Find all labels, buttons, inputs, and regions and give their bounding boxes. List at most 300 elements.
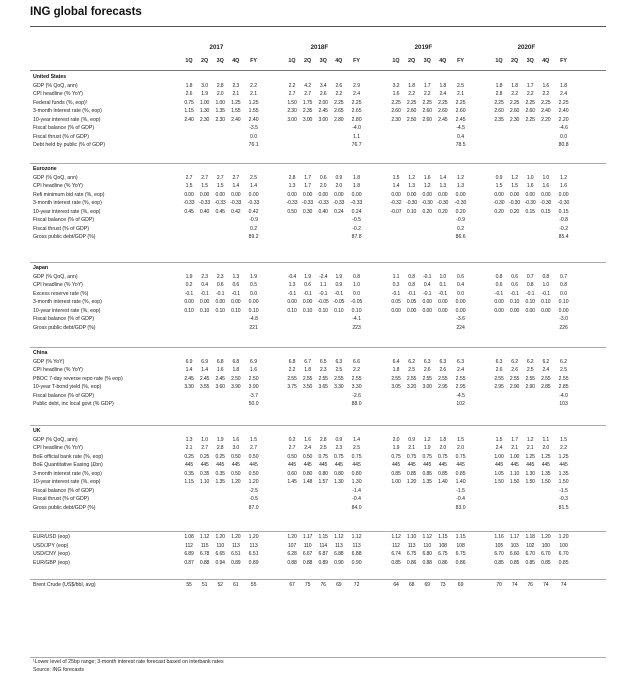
table-cell: 2.20 <box>558 116 569 123</box>
table-cell: 2.1 <box>457 91 465 97</box>
table-cell: 0.85 <box>438 470 448 477</box>
table-cell: 2.90 <box>525 384 535 390</box>
table-cell: 1.2 <box>457 174 465 181</box>
table-cell: 1.9 <box>304 273 311 280</box>
table-cell: 1.8 <box>408 82 415 89</box>
table-cell: 0.4 <box>423 282 431 288</box>
table-cell: 1.20 <box>248 479 259 485</box>
table-cell: 1.9 <box>201 91 208 97</box>
table-cell: 0.10 <box>215 307 225 314</box>
table-cell: 6.6 <box>353 358 361 365</box>
table-cell: 0.87 <box>184 559 194 566</box>
table-cell: 0.7 <box>560 273 568 280</box>
table-cell: 2.60 <box>438 108 448 114</box>
table-cell: 2.40 <box>558 108 569 114</box>
table-cell: -1.4 <box>352 487 361 494</box>
table-cell: 113 <box>249 542 258 549</box>
table-cell: 2.60 <box>525 108 535 114</box>
table-cell: 6.60 <box>509 551 520 557</box>
table-cell: 1.55 <box>231 108 241 114</box>
table-cell: 6.87 <box>318 551 328 557</box>
table-cell: -2.4 <box>319 273 328 280</box>
table-cell: 2.25 <box>391 99 401 106</box>
table-cell: 0.8 <box>542 273 550 280</box>
table-cell: -0.1 <box>319 290 328 297</box>
table-cell: 0.1 <box>439 282 447 288</box>
table-cell: 0.00 <box>494 299 504 305</box>
table-cell: 0.00 <box>422 307 432 314</box>
table-cell: 2.25 <box>406 99 417 106</box>
table-cell: 6.67 <box>302 551 313 557</box>
table-cell: 1.2 <box>423 436 431 443</box>
table-cell: 0.42 <box>248 208 259 215</box>
table-cell: 0.2 <box>457 225 465 232</box>
table-cell: 3.00 <box>422 384 432 390</box>
table-cell: 2.5 <box>353 445 361 451</box>
table-cell: 1.8 <box>439 436 447 443</box>
quarter-header: 1Q <box>185 58 193 64</box>
table-cell: 0.25 <box>184 453 194 460</box>
table-cell: 2.6 <box>319 91 327 97</box>
table-cell: 2.35 <box>494 116 504 123</box>
table-cell: 2.4 <box>542 367 550 373</box>
table-cell: -0.1 <box>526 290 535 297</box>
table-cell: 69 <box>424 582 430 588</box>
table-cell: 1.2 <box>423 183 431 189</box>
table-cell: -0.33 <box>333 200 345 206</box>
table-cell: 0.0 <box>457 290 465 297</box>
section-heading: China <box>33 350 48 356</box>
table-cell: 445 <box>319 462 328 468</box>
table-cell: 1.5 <box>392 174 400 181</box>
table-cell: 2.1 <box>232 91 240 97</box>
table-cell: 0.6 <box>319 174 327 181</box>
row-label: USD/JPY (eop) <box>33 542 69 549</box>
table-cell: 80.8 <box>558 142 569 148</box>
table-cell: 2.55 <box>287 375 297 382</box>
table-cell: 1.25 <box>231 99 241 106</box>
table-cell: 2.55 <box>541 375 551 382</box>
table-cell: 1.08 <box>184 534 194 540</box>
table-cell: 0.6 <box>457 273 465 280</box>
table-cell: 0.50 <box>248 470 259 477</box>
table-cell: 2.55 <box>391 375 401 382</box>
table-cell: 0.25 <box>199 453 210 460</box>
table-cell: 0.00 <box>248 191 259 198</box>
table-cell: 0.10 <box>334 307 344 314</box>
table-cell: 0.9 <box>408 436 415 443</box>
table-cell: 1.0 <box>201 436 208 443</box>
table-cell: 0.50 <box>248 453 259 460</box>
table-cell: 0.00 <box>215 299 225 305</box>
row-label: CPI headline (% YoY) <box>33 445 83 451</box>
table-cell: 2.40 <box>248 116 259 123</box>
table-cell: 1.25 <box>558 453 569 460</box>
table-cell: 6.88 <box>351 551 362 557</box>
table-cell: 2.6 <box>335 82 343 89</box>
table-cell: -3.6 <box>456 316 465 322</box>
table-cell: 0.20 <box>455 208 466 215</box>
table-cell: 6.2 <box>542 358 550 365</box>
table-cell: 1.0 <box>353 282 361 288</box>
table-cell: 2.45 <box>438 116 448 123</box>
table-cell: 2.7 <box>201 174 208 181</box>
row-label: 10-year interest rate (%, eop) <box>33 116 101 123</box>
table-cell: 2.9 <box>353 82 361 89</box>
table-cell: 0.00 <box>215 191 225 198</box>
table-cell: 2.35 <box>302 108 313 114</box>
table-cell: 2.3 <box>201 273 208 280</box>
table-cell: 2.55 <box>351 375 362 382</box>
table-cell: 61 <box>233 582 239 588</box>
table-cell: 1.57 <box>318 479 328 485</box>
table-cell: 0.00 <box>184 299 194 305</box>
table-cell: 6.70 <box>494 551 504 557</box>
table-cell: 0.50 <box>287 208 297 215</box>
table-cell: 6.8 <box>288 358 296 365</box>
row-label: Fiscal thrust (% of GDP) <box>33 496 89 502</box>
table-cell: -0.4 <box>287 273 297 280</box>
table-cell: -0.30 <box>509 200 521 206</box>
table-cell: 1.6 <box>542 82 550 89</box>
table-cell: 0.6 <box>511 282 518 288</box>
table-cell: -0.30 <box>540 200 552 206</box>
quarter-header: 2Q <box>200 58 209 64</box>
table-cell: 3.00 <box>302 116 313 123</box>
table-cell: 0.35 <box>215 470 225 477</box>
table-cell: 0.85 <box>391 470 401 477</box>
row-label: CPI headline (% YoY) <box>33 282 83 288</box>
table-cell: -0.3 <box>559 496 568 502</box>
table-cell: 6.75 <box>406 551 417 557</box>
row-label: GDP (% QoQ, ann) <box>33 174 78 181</box>
table-cell: 113 <box>231 542 240 549</box>
table-cell: 1.2 <box>408 174 415 181</box>
table-cell: 0.85 <box>455 470 466 477</box>
table-cell: 3.75 <box>287 384 297 390</box>
table-cell: 2.0 <box>216 91 224 97</box>
table-cell: 6.78 <box>199 551 210 557</box>
table-cell: 2.40 <box>541 108 551 114</box>
table-cell: 0.86 <box>406 559 417 566</box>
table-cell: 0.6 <box>216 282 224 288</box>
table-cell: 0.00 <box>525 191 535 198</box>
quarter-header: 3Q <box>423 58 431 64</box>
table-cell: 6.3 <box>439 358 447 365</box>
table-cell: 2.7 <box>288 445 296 451</box>
table-cell: 113 <box>352 542 361 549</box>
table-cell: 1.50 <box>494 479 504 485</box>
table-cell: 445 <box>423 462 432 468</box>
table-cell: 445 <box>200 462 209 468</box>
table-cell: -1.5 <box>559 487 568 494</box>
table-cell: -0.30 <box>421 200 433 206</box>
table-cell: 0.00 <box>334 191 344 198</box>
table-cell: 6.3 <box>423 358 431 365</box>
table-cell: 1.7 <box>304 174 311 181</box>
quarter-header: 4Q <box>335 58 343 64</box>
table-cell: 6.80 <box>422 551 432 557</box>
table-cell: 1.35 <box>558 470 569 477</box>
table-cell: 445 <box>541 462 550 468</box>
quarter-header: 1Q <box>288 58 296 64</box>
table-cell: 1.6 <box>423 174 431 181</box>
table-cell: 1.6 <box>392 91 400 97</box>
table-cell: 2.45 <box>215 375 225 382</box>
table-cell: -0.33 <box>247 200 260 206</box>
table-cell: 2.55 <box>318 375 328 382</box>
table-cell: 2.2 <box>288 367 296 373</box>
table-cell: 0.24 <box>334 208 344 215</box>
table-cell: 1.20 <box>406 479 417 485</box>
table-cell: 1.2 <box>511 174 518 181</box>
table-cell: 3.0 <box>201 82 208 89</box>
year-header: 2020F <box>517 44 536 51</box>
table-cell: 1.5 <box>495 436 503 443</box>
table-cell: 2.0 <box>335 183 343 189</box>
table-cell: 1.4 <box>392 183 400 189</box>
table-cell: 6.9 <box>185 358 193 365</box>
table-cell: 6.7 <box>304 358 311 365</box>
table-cell: 2.65 <box>334 108 344 114</box>
table-cell: -0.32 <box>390 200 402 206</box>
table-cell: 2.4 <box>439 91 447 97</box>
table-cell: 74 <box>543 582 549 588</box>
table-cell: 2.20 <box>541 116 551 123</box>
table-cell: 0.20 <box>422 208 432 215</box>
table-cell: 0.00 <box>406 307 417 314</box>
table-cell: 2.6 <box>185 91 193 97</box>
table-cell: 1.35 <box>215 108 225 114</box>
row-label: 10-year interest rate (%, eop) <box>33 479 101 485</box>
table-cell: 102 <box>526 542 535 549</box>
row-label: Federal funds (%, eop)¹ <box>33 99 88 106</box>
table-cell: 2.8 <box>216 445 224 451</box>
table-cell: 0.10 <box>509 299 520 305</box>
table-cell: 0.89 <box>248 559 259 566</box>
table-cell: -3.5 <box>249 125 258 131</box>
table-cell: 445 <box>438 462 447 468</box>
table-cell: 1.00 <box>509 453 520 460</box>
table-cell: 1.0 <box>542 174 550 181</box>
table-cell: 0.90 <box>351 559 362 566</box>
table-cell: 0.88 <box>199 559 210 566</box>
table-cell: -0.30 <box>524 200 536 206</box>
table-cell: 2.2 <box>526 91 534 97</box>
row-label: Gross public debt/GDP (%) <box>33 234 96 240</box>
table-cell: 1.6 <box>216 367 224 373</box>
table-cell: 1.35 <box>422 479 432 485</box>
table-cell: 89.2 <box>248 234 259 240</box>
table-cell: 0.00 <box>391 307 401 314</box>
table-cell: 0.6 <box>232 282 240 288</box>
table-cell: 0.88 <box>422 559 432 566</box>
row-label: Fiscal thrust (% of GDP) <box>33 133 89 140</box>
table-cell: 2.45 <box>184 375 194 382</box>
table-cell: 1.1 <box>353 133 361 140</box>
table-cell: 0.45 <box>215 208 225 215</box>
table-cell: 0.94 <box>215 559 225 566</box>
table-cell: 0.88 <box>287 559 297 566</box>
table-cell: 3.4 <box>319 82 327 89</box>
table-cell: 74 <box>560 582 567 588</box>
table-cell: 64 <box>393 582 399 588</box>
table-cell: 1.8 <box>232 367 240 373</box>
table-cell: 2.3 <box>335 445 343 451</box>
table-cell: 1.4 <box>185 367 193 373</box>
table-cell: -0.9 <box>456 217 465 223</box>
table-cell: 88.0 <box>351 401 362 407</box>
table-cell: 0.00 <box>248 299 259 305</box>
table-cell: 2.85 <box>541 384 551 390</box>
table-cell: 3.30 <box>334 384 344 390</box>
table-cell: 2.4 <box>304 445 311 451</box>
table-cell: 6.8 <box>232 358 240 365</box>
quarter-header: 1Q <box>495 58 503 64</box>
table-cell: 0.75 <box>351 453 362 460</box>
table-cell: 0.00 <box>302 299 313 305</box>
table-cell: 2.30 <box>215 116 225 123</box>
table-cell: 2.2 <box>250 82 258 89</box>
table-cell: 1.6 <box>232 436 240 443</box>
table-cell: 0.50 <box>287 453 297 460</box>
table-cell: 0.40 <box>318 208 328 215</box>
table-cell: 6.88 <box>334 551 344 557</box>
table-cell: 1.8 <box>304 367 311 373</box>
table-cell: 0.85 <box>558 559 569 566</box>
table-cell: 0.86 <box>455 559 466 566</box>
quarter-header: 3Q <box>319 58 327 64</box>
table-cell: 2.25 <box>525 116 535 123</box>
table-cell: 0.75 <box>422 453 432 460</box>
table-cell: 1.15 <box>184 108 194 114</box>
table-cell: 0.35 <box>184 470 194 477</box>
table-cell: 100 <box>559 542 568 549</box>
table-cell: 2.7 <box>304 91 311 97</box>
table-cell: 1.6 <box>526 183 534 189</box>
table-cell: 1.5 <box>201 183 208 189</box>
table-cell: -0.1 <box>334 290 343 297</box>
quarter-header: 4Q <box>542 58 550 64</box>
table-cell: 0.86 <box>438 559 448 566</box>
row-label: Refi minimum bid rate (%, eop) <box>33 191 105 198</box>
table-cell: 6.70 <box>525 551 535 557</box>
table-cell: 2.8 <box>319 436 327 443</box>
table-cell: -0.1 <box>216 290 225 297</box>
table-cell: 2.1 <box>185 445 193 451</box>
table-cell: 1.3 <box>232 273 240 280</box>
table-cell: 0.50 <box>231 453 241 460</box>
bottom-rule <box>30 657 606 658</box>
table-cell: 0.30 <box>302 208 313 215</box>
table-cell: 2.1 <box>526 445 534 451</box>
table-cell: 112 <box>185 542 193 549</box>
table-cell: -0.1 <box>184 290 194 297</box>
table-cell: 2.2 <box>560 445 568 451</box>
table-cell: 3.50 <box>302 384 313 390</box>
table-cell: 1.6 <box>304 436 311 443</box>
table-cell: 1.5 <box>457 436 465 443</box>
table-cell: 1.10 <box>199 479 210 485</box>
table-cell: 2.1 <box>511 445 518 451</box>
table-cell: 84.0 <box>351 504 362 511</box>
table-cell: 110 <box>423 542 432 549</box>
table-cell: -3.7 <box>249 392 258 399</box>
table-cell: 2.55 <box>422 375 432 382</box>
table-cell: 6.8 <box>216 358 224 365</box>
table-cell: 2.25 <box>509 99 520 106</box>
table-cell: 1.50 <box>541 479 551 485</box>
table-cell: 0.05 <box>391 299 401 305</box>
table-cell: 1.9 <box>216 436 224 443</box>
table-cell: 2.30 <box>287 108 297 114</box>
table-cell: 70 <box>496 582 502 588</box>
table-cell: -0.1 <box>200 290 209 297</box>
table-cell: -0.1 <box>423 273 432 280</box>
table-cell: 0.10 <box>302 307 313 314</box>
table-cell: -0.33 <box>230 200 242 206</box>
table-cell: 2.90 <box>509 384 520 390</box>
table-cell: 1.2 <box>526 436 534 443</box>
table-cell: 1.4 <box>250 183 258 189</box>
table-cell: 2.30 <box>391 116 401 123</box>
table-cell: 113 <box>407 542 416 549</box>
table-cell: 1.6 <box>560 183 568 189</box>
table-cell: 1.9 <box>392 445 400 451</box>
table-cell: -0.30 <box>454 200 467 206</box>
table-cell: 76.1 <box>248 142 259 148</box>
table-cell: 0.89 <box>231 559 241 566</box>
quarter-header: 2Q <box>407 58 416 64</box>
page-title: ING global forecasts <box>30 6 142 18</box>
table-cell: 1.8 <box>511 82 518 89</box>
table-cell: 0.10 <box>199 307 210 314</box>
table-cell: 2.7 <box>288 91 296 97</box>
table-cell: 0.00 <box>199 299 210 305</box>
table-cell: 0.45 <box>184 208 194 215</box>
table-cell: 445 <box>510 462 519 468</box>
table-cell: 2.60 <box>509 108 520 114</box>
table-cell: -0.5 <box>352 217 361 223</box>
table-cell: 2.7 <box>232 174 240 181</box>
table-cell: 2.8 <box>216 82 224 89</box>
section-rule <box>30 347 606 348</box>
table-cell: 2.2 <box>288 82 296 89</box>
table-cell: 0.00 <box>541 307 551 314</box>
table-cell: 1.30 <box>334 479 344 485</box>
table-cell: 87.0 <box>248 504 259 511</box>
table-cell: 87.8 <box>351 234 362 240</box>
table-cell: 0.00 <box>231 191 241 198</box>
table-cell: 0.2 <box>250 225 258 232</box>
table-cell: 2.65 <box>351 108 362 114</box>
table-cell: 2.2 <box>511 91 518 97</box>
table-cell: 2.45 <box>455 116 466 123</box>
table-cell: 1.20 <box>231 534 241 540</box>
table-cell: 2.60 <box>422 116 432 123</box>
header-rule <box>30 70 606 71</box>
table-cell: 1.5 <box>560 436 568 443</box>
table-cell: 2.2 <box>335 91 343 97</box>
quarter-header: 1Q <box>392 58 400 64</box>
section-rule <box>30 531 606 532</box>
table-cell: 445 <box>231 462 240 468</box>
table-cell: 1.4 <box>201 367 208 373</box>
table-cell: 6.4 <box>392 358 400 365</box>
table-cell: 0.00 <box>406 191 417 198</box>
quarter-header: FY <box>250 58 258 64</box>
table-cell: -0.1 <box>438 290 447 297</box>
